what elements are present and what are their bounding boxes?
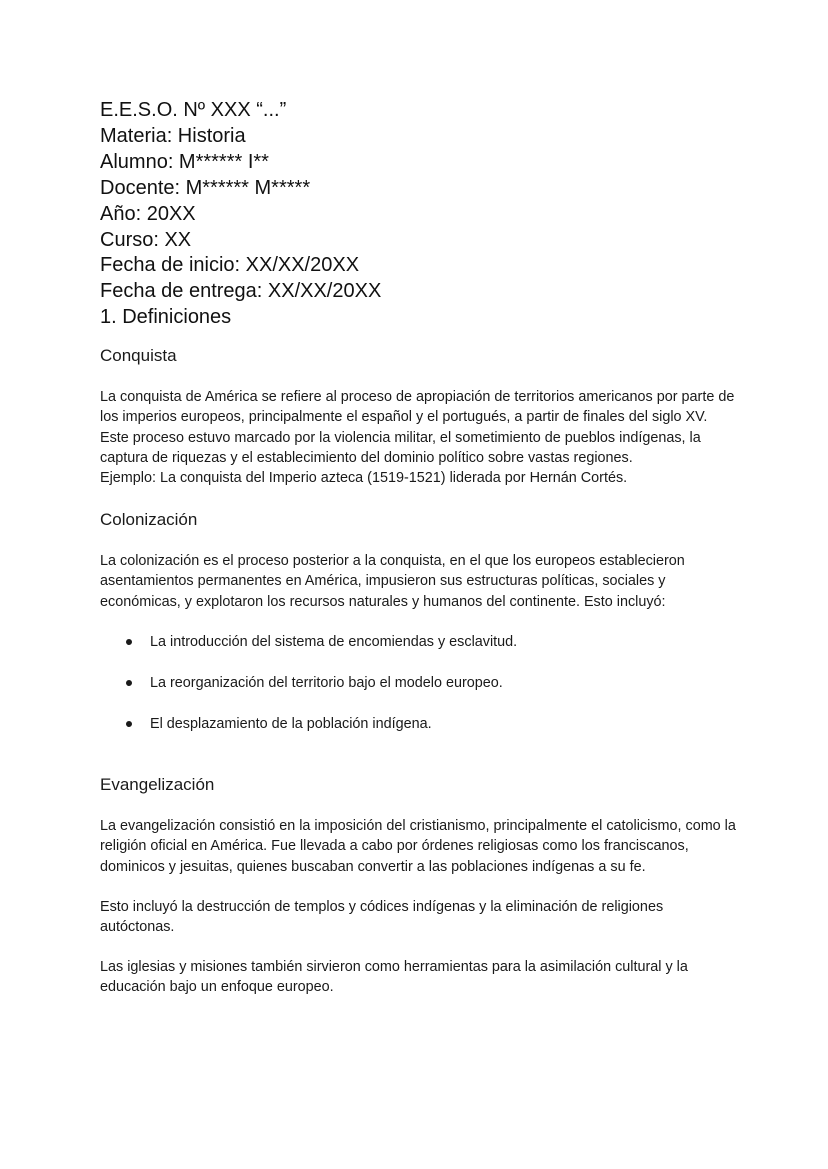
list-item xyxy=(100,673,740,693)
teacher-line: Docente: M****** M***** xyxy=(100,176,311,199)
course-line: Curso: XX xyxy=(100,228,192,251)
list-item xyxy=(100,714,740,734)
section-heading: 1. Definiciones xyxy=(100,306,232,329)
school-name: E.E.S.O. Nº XXX “...” xyxy=(100,99,287,121)
bullet-icon xyxy=(126,680,132,686)
list-item-text: La reorganización del territorio bajo el modelo europeo. xyxy=(150,675,503,692)
colonizacion-paragraph: La colonización es el proceso posterior a la conquista, en el que los europeos establecieron asentamientos permanentes en América, impusieron sus estructuras políticas, sociales y económicas, y explotaron los recursos naturales y humanos del continente. Esto incluyó: xyxy=(100,553,685,610)
bullet-icon xyxy=(126,721,132,727)
evangelizacion-title: Evangelización xyxy=(100,775,215,795)
subject-line: Materia: Historia xyxy=(100,124,246,147)
conquista-paragraph xyxy=(100,387,740,488)
colonizacion-title: Colonización xyxy=(100,510,198,530)
document-content xyxy=(100,98,740,998)
start-date-line: Fecha de inicio: XX/XX/20XX xyxy=(100,254,360,277)
due-date-line: Fecha de entrega: XX/XX/20XX xyxy=(100,280,382,303)
conquista-text: La conquista de América se refiere al proceso de apropiación de territorios americanos por parte de los imperios europeos, principalmente el español y el portugués, a partir de finales del siglo XV. Este proceso estuvo marcado por la violencia militar, el sometimiento de pueblos indígenas, la captura de riquezas y el establecimiento del dominio político sobre vastas regiones. xyxy=(100,389,735,466)
conquista-title: Conquista xyxy=(100,346,177,366)
list-item-text: El desplazamiento de la población indígena. xyxy=(150,715,432,732)
colonizacion-bullet-list xyxy=(100,632,740,734)
bullet-icon xyxy=(126,639,132,645)
header-block xyxy=(100,98,740,331)
evangelizacion-paragraph-2: Esto incluyó la destrucción de templos y códices indígenas y la eliminación de religiones autóctonas. xyxy=(100,898,664,935)
evangelizacion-paragraph-1: La evangelización consistió en la imposición del cristianismo, principalmente el catolicismo, como la religión oficial en América. Fue llevada a cabo por órdenes religiosas como los franciscanos, dominicos y jesuitas, quienes buscaban convertir a las poblaciones indígenas a su fe. xyxy=(100,818,736,875)
evangelizacion-paragraph-3: Las iglesias y misiones también sirvieron como herramientas para la asimilación cultural y la educación bajo un enfoque europeo. xyxy=(100,959,688,996)
student-line: Alumno: M****** I** xyxy=(100,150,269,173)
list-item xyxy=(100,632,740,652)
conquista-example: Ejemplo: La conquista del Imperio azteca (1519-1521) liderada por Hernán Cortés. xyxy=(100,469,628,486)
list-item-text: La introducción del sistema de encomiendas y esclavitud. xyxy=(150,634,518,651)
year-line: Año: 20XX xyxy=(100,202,196,225)
